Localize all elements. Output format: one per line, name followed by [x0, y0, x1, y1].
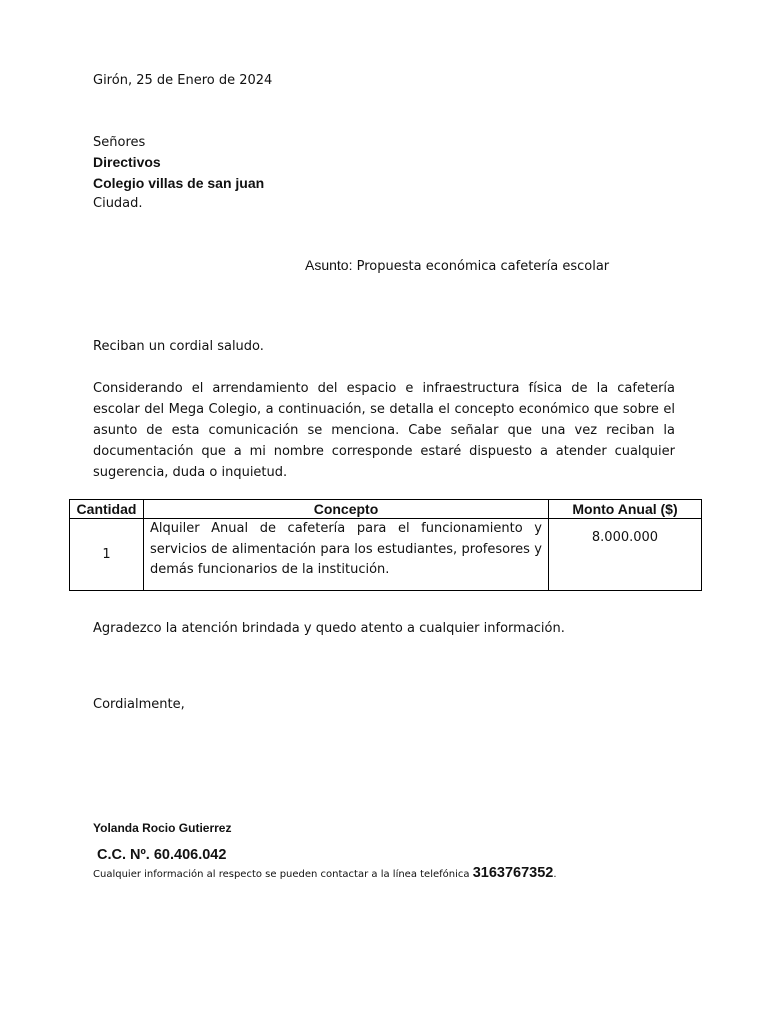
contact-end: .	[553, 869, 557, 880]
signer-name: Yolanda Rocio Gutierrez	[93, 821, 232, 835]
cell-amount: 8.000.000	[549, 519, 702, 591]
recipient-organization: Colegio villas de san juan	[93, 175, 265, 191]
contact-text: Cualquier información al respecto se pueden contactar a la línea telefónica	[93, 869, 473, 880]
recipient-name: Directivos	[93, 154, 161, 170]
date-line: Girón, 25 de Enero de 2024	[93, 73, 273, 88]
greeting: Reciban un cordial saludo.	[93, 339, 264, 354]
header-quantity: Cantidad	[70, 500, 144, 519]
salutation: Señores	[93, 135, 146, 150]
city-line: Ciudad.	[93, 196, 143, 211]
header-amount: Monto Anual ($)	[549, 500, 702, 519]
contact-phone: 3163767352	[472, 865, 554, 881]
id-number-line: C.C. Nº. 60.406.042	[97, 847, 227, 863]
thanks-line: Agradezco la atención brindada y quedo atento a cualquier información.	[93, 621, 565, 636]
table-row	[70, 519, 702, 591]
header-concept: Concepto	[144, 500, 549, 519]
table-header-row	[70, 500, 702, 519]
cell-concept: Alquiler Anual de cafetería para el funcionamiento y servicios de alimentación para los estudiantes, profesores y demás funcionarios de la institución.	[144, 519, 549, 591]
body-paragraph: Considerando el arrendamiento del espacio e infraestructura física de la cafetería escolar del Mega Colegio, a continuación, se detalla el concepto económico que sobre el asunto de esta comunicación se menciona. Cabe señalar que una vez reciban la documentación que a mi nombre corresponde estaré dispuesto a atender cualquier sugerencia, duda o inquietud.	[93, 381, 675, 480]
closing-line: Cordialmente,	[93, 697, 185, 712]
subject-text: Propuesta económica cafetería escolar	[352, 259, 610, 274]
cell-quantity: 1	[70, 519, 144, 591]
subject-line	[305, 257, 609, 274]
contact-line	[93, 865, 557, 881]
subject-label: Asunto:	[305, 257, 353, 273]
budget-table	[69, 499, 702, 591]
